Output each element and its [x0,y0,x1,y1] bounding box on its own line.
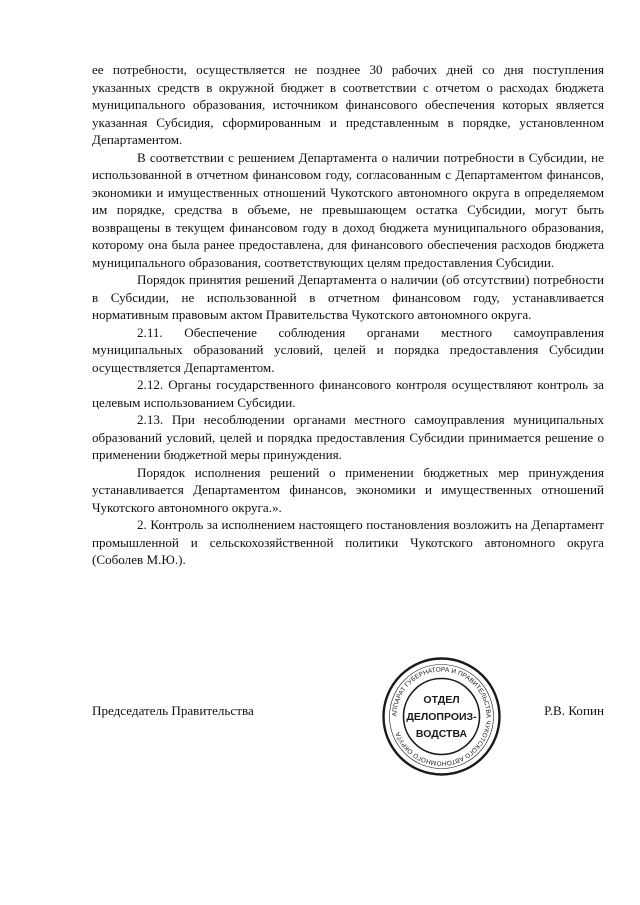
paragraph: Порядок принятия решений Департамента о наличии (об отсутствии) потребности в Субсидии, не использованной в отчетном финансовом году, устанавливается нормативным правовым актом Правительства Чукотского автономного округа. [92,272,604,322]
signatory-title: Председатель Правительства [92,703,254,718]
paragraph: 2.11. Обеспечение соблюдения органами местного самоуправления муниципальных образований условий, целей и порядка предоставления Субсидии осуществляется Департаментом. [92,324,604,375]
paragraph: 2. Контроль за исполнением настоящего постановления возложить на Департамент промышленной и сельскохозяйственной политики Чукотского автономного округа (Соболев М.Ю.). [92,517,604,567]
stamp-ring-text: АППАРАТ ГУБЕРНАТОРА И ПРАВИТЕЛЬСТВА ЧУКОТСКОГО АВТОНОМНОГО ОКРУГА [391,666,492,767]
stamp-line-2: ДЕЛОПРОИЗ- [406,711,477,723]
paragraph: 2.12. Органы государственного финансового контроля осуществляют контроль за целевым использованием Субсидии. [92,377,604,410]
paragraph: Порядок исполнения решений о применении бюджетных мер принуждения устанавливается Департаментом финансов, экономики и имущественных отношений Чукотского автономного округа.». [92,464,604,515]
paragraph: 2.13. При несоблюдении органами местного самоуправления муниципальных образований условий, целей и порядка предоставления Субсидии принимается решение о применении бюджетной меры принуждения. [92,412,604,462]
stamp-seal-icon [379,654,504,779]
stamp-line-3: ВОДСТВА [415,728,468,740]
official-stamp [379,654,504,779]
paragraph: ее потребности, осуществляется не позднее 30 рабочих дней со дня поступления указанных средств в окружной бюджет в соответствии с отчетом о расходах бюджета муниципального образования, источником финансового обеспечения которых является указанная Субсидия, сформированным и представленным в порядке, установленном Департаментом. [92,62,604,147]
paragraph: В соответствии с решением Департамента о наличии потребности в Субсидии, не использованной в отчетном финансовом году, согласованным с Департаментом финансов, экономики и имущественных отношений Чукотского автономного округа в определяемом им порядке, средства в объеме, не превышающем остатка Субсидии, могут быть возвращены в текущем финансовом году в доход бюджета муниципального образования, которому она была ранее предоставлена, для финансового обеспечения расходов бюджета муниципального образования, соответствующих целям предоставления Субсидии. [92,149,604,270]
stamp-line-1: ОТДЕЛ [423,694,460,706]
document-body [92,61,604,569]
signatory-name: Р.В. Копин [544,703,604,718]
signature-block [92,702,604,722]
